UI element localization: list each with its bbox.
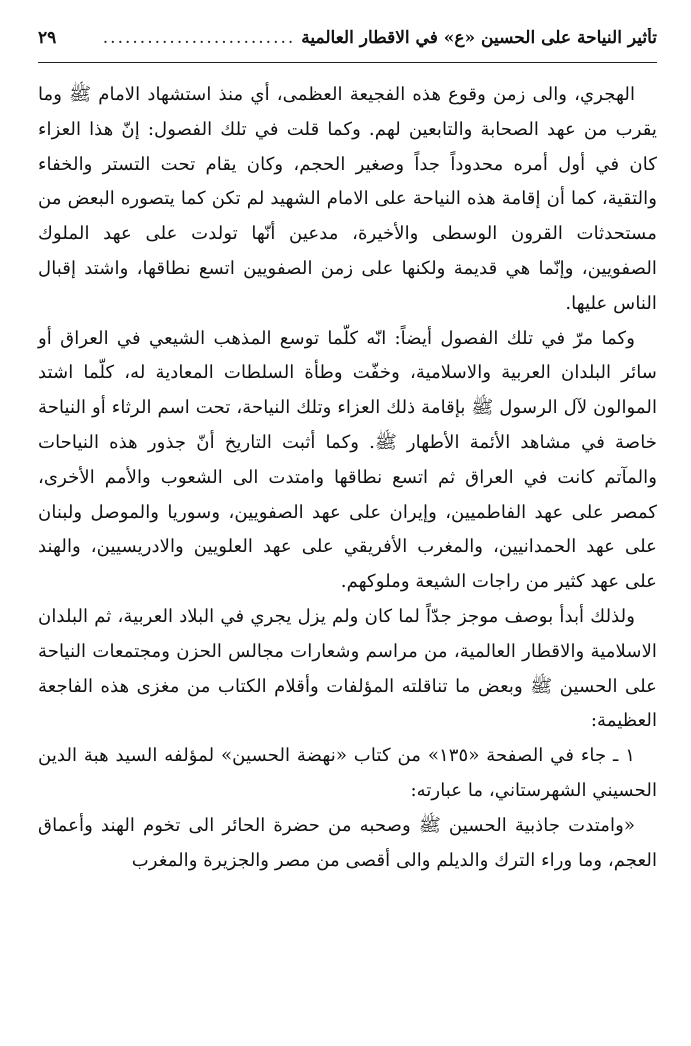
running-title: تأثير النياحة على الحسين «ع» في الاقطار العالمية (301, 28, 657, 48)
page-number: ٢٩ (38, 28, 57, 48)
paragraph: الهجري، والى زمن وقوع هذه الفجيعة العظمى، أي منذ استشهاد الامام ﷺ وما يقرب من عهد الصحابة والتابعين لهم. وكما قلت في تلك الفصول: إنّ هذا العزاء كان في أول أمره محدوداً جداً وصغير الحجم، وكان يقام تحت التستر والخفاء والتقية، كما أن إقامة هذه النياحة على الامام الشهيد لم تكن كما يتصوره البعض من مستحدثات القرون الوسطى والأخيرة، مدعين أنّها تولدت على عهد الملوك الصفويين، وإنّما هي قديمة ولكنها على زمن الصفويين اتسع نطاقها، واشتد إقبال الناس عليها. (38, 84, 657, 314)
header-divider (38, 62, 657, 63)
page-header (38, 28, 657, 58)
paragraph: ولذلك أبدأ بوصف موجز جدّاً لما كان ولم يزل يجري في البلاد العربية، ثم البلدان الاسلامية والاقطار العالمية، من مراسم وشعارات مجالس الحزن ومجتمعات النياحة على الحسين ﷺ وبعض ما تناقلته المؤلفات وأقلام الكتاب من مغزى هذه الفاجعة العظيمة: (38, 605, 657, 732)
paragraph: وكما مرّ في تلك الفصول أيضاً: انّه كلّما توسع المذهب الشيعي في العراق أو سائر البلدان العربية والاسلامية، وخفّت وطأة السلطات المعادية له، كلّما اشتد الموالون لآل الرسول ﷺ بإقامة ذلك العزاء وتلك النياحة، تحت اسم الرثاء أو النياحة خاصة في مشاهد الأئمة الأطهار ﷺ. وكما أثبت التاريخ أنّ جذور هذه النياحات والمآتم كانت في العراق ثم اتسع نطاقها وامتدت الى الشعوب والأمم الأخرى، كمصر على عهد الفاطميين، وإيران على عهد الصفويين، وسوريا والموصل ولبنان على عهد الحمدانيين، والمغرب الأفريقي على عهد العلويين والادريسيين، والهند على عهد كثير من راجات الشيعة وملوكهم. (38, 327, 657, 593)
body-text (38, 78, 657, 878)
dot-leader: .......................... (102, 28, 296, 48)
numbered-paragraph: ١ ـ جاء في الصفحة «١٣٥» من كتاب «نهضة الحسين» لمؤلفه السيد هبة الدين الحسيني الشهرستاني، ما عبارته: (38, 745, 657, 801)
quotation-paragraph: «وامتدت جاذبية الحسين ﷺ وصحبه من حضرة الحائر الى تخوم الهند وأعماق العجم، وما وراء الترك والديلم والى أقصى من مصر والجزيرة والمغرب (38, 814, 657, 871)
